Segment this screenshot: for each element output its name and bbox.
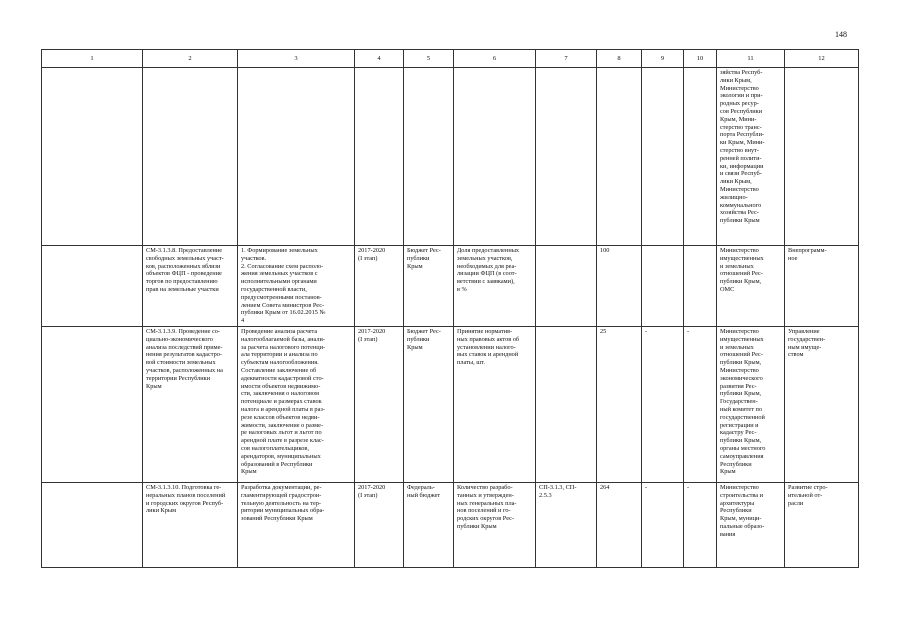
header-row bbox=[42, 50, 859, 68]
table-cell bbox=[42, 68, 143, 246]
table-row bbox=[42, 68, 859, 246]
table-row bbox=[42, 482, 859, 567]
table-cell: СМ-3.1.3.8. Предоставление свободных земельных участ- ков, расположенных вблизи объектов ФЦП - проведение торгов по предоставлению прав на земельные участки bbox=[143, 246, 238, 327]
table-row bbox=[42, 246, 859, 327]
table-cell: - bbox=[642, 482, 684, 567]
col-header: 9 bbox=[642, 50, 684, 68]
table-cell: Количество разрабо- танных и утвержден- ных генеральных пла- нов поселений и го- родских округов Рес- публики Крым bbox=[454, 482, 536, 567]
col-header: 7 bbox=[536, 50, 597, 68]
table-cell: 25 bbox=[597, 326, 642, 482]
table-cell: Разработка документации, ре- гламентирующей градострои- тельную деятельность на тер- ритории муниципальных обра- зований Республики Крым bbox=[238, 482, 355, 567]
table-cell: СМ-3.1.3.10. Подготовка ге- неральных планов поселений и городских округов Респуб- лики Крым bbox=[143, 482, 238, 567]
col-header: 2 bbox=[143, 50, 238, 68]
table-cell: 2017-2020 (I этап) bbox=[355, 482, 404, 567]
page-number: 148 bbox=[835, 30, 847, 39]
col-header: 8 bbox=[597, 50, 642, 68]
table-cell bbox=[597, 68, 642, 246]
table-cell: Внепрограмм- ное bbox=[785, 246, 859, 327]
table-cell bbox=[785, 68, 859, 246]
col-header: 5 bbox=[404, 50, 454, 68]
table-cell bbox=[642, 246, 684, 327]
table-cell: Развитие стро- ительной от- расли bbox=[785, 482, 859, 567]
table-cell bbox=[536, 68, 597, 246]
table-cell: Министерство имущественных и земельных отношений Рес- публики Крым, ОМС bbox=[717, 246, 785, 327]
table-cell: Бюджет Рес- публики Крым bbox=[404, 326, 454, 482]
col-header: 3 bbox=[238, 50, 355, 68]
col-header: 4 bbox=[355, 50, 404, 68]
table-cell: Министерство строительства и архитектуры Республики Крым, муници- пальные образо- вания bbox=[717, 482, 785, 567]
table-cell: зяйства Респуб- лики Крым, Министерство экологии и при- родных ресур- сов Республики Крым, Мини- стерство транс- порта Республи- ки Крым, Мини- стерство внут- ренней полити- ки, информации и связи Респуб- лики Крым, Министерство жилищно- коммунального хозяйства Рес- публики Крым bbox=[717, 68, 785, 246]
table-cell bbox=[143, 68, 238, 246]
table-cell: Бюджет Рес- публики Крым bbox=[404, 246, 454, 327]
table-cell: 100 bbox=[597, 246, 642, 327]
table-cell bbox=[642, 68, 684, 246]
table-cell: Проведение анализа расчета налогооблагаемой базы, анали- за расчета налогового потенци- ала территории и анализа по субъектам налогообложения. Составление заключение об адекватности кадастровой сто- имости объектов недвижимо- сти, заключения о налоговом потенциале и размерах ставок налога и арендной платы в раз- резе классов объектов недви- жимости, заключение о разме- ре налоговых льгот и льгот по арендной плате в разрезе клас- сов налогоплательщиков, арендаторов, муниципальных образований в Республики Крым bbox=[238, 326, 355, 482]
table-cell bbox=[42, 326, 143, 482]
table-cell: - bbox=[684, 326, 717, 482]
table-row bbox=[42, 326, 859, 482]
table-cell: Доля предоставленных земельных участков, необходимых для реа- лизации ФЦП (в соот- ветствии с заявками), в % bbox=[454, 246, 536, 327]
table-cell: СМ-3.1.3.9. Проведение со- циально-экономического анализа последствий приме- нения результатов кадастро- вой стоимости земельных участков, расположенных на территории Республики Крым bbox=[143, 326, 238, 482]
table-cell: - bbox=[684, 482, 717, 567]
col-header: 6 bbox=[454, 50, 536, 68]
table-cell bbox=[684, 68, 717, 246]
col-header: 10 bbox=[684, 50, 717, 68]
table-cell bbox=[404, 68, 454, 246]
col-header: 12 bbox=[785, 50, 859, 68]
table-cell bbox=[238, 68, 355, 246]
table-cell: 1. Формирование земельных участков. 2. Согласование схем располо- жения земельных участков с исполнительными органами государственной власти, предусмотренными постанов- лением Совета министров Рес- публики Крым от 16.02.2015 № 4 bbox=[238, 246, 355, 327]
table-cell bbox=[536, 246, 597, 327]
table-cell: Принятие норматив- ных правовых актов об установлении налого- вых ставок и арендной платы, шт. bbox=[454, 326, 536, 482]
table-cell: СП-3.1.3, СП- 2.5.3 bbox=[536, 482, 597, 567]
table-cell: Управление государствен- ным имуще- ством bbox=[785, 326, 859, 482]
table-cell: 2017-2020 (I этап) bbox=[355, 246, 404, 327]
table-cell bbox=[355, 68, 404, 246]
table-cell bbox=[684, 246, 717, 327]
table-cell: - bbox=[642, 326, 684, 482]
table-cell bbox=[42, 482, 143, 567]
program-table bbox=[41, 49, 859, 568]
table-cell: Федераль- ный бюджет bbox=[404, 482, 454, 567]
table-cell bbox=[454, 68, 536, 246]
table-cell: 2017-2020 (I этап) bbox=[355, 326, 404, 482]
col-header: 11 bbox=[717, 50, 785, 68]
table-cell: 264 bbox=[597, 482, 642, 567]
table-cell: Министерство имущественных и земельных отношений Рес- публики Крым, Министерство экономического развития Рес- публики Крым, Государствен- ный комитет по государственной регистрации и кадастру Рес- публики Крым, органы местного самоуправления Республики Крым bbox=[717, 326, 785, 482]
table-cell bbox=[536, 326, 597, 482]
table-cell bbox=[42, 246, 143, 327]
col-header: 1 bbox=[42, 50, 143, 68]
